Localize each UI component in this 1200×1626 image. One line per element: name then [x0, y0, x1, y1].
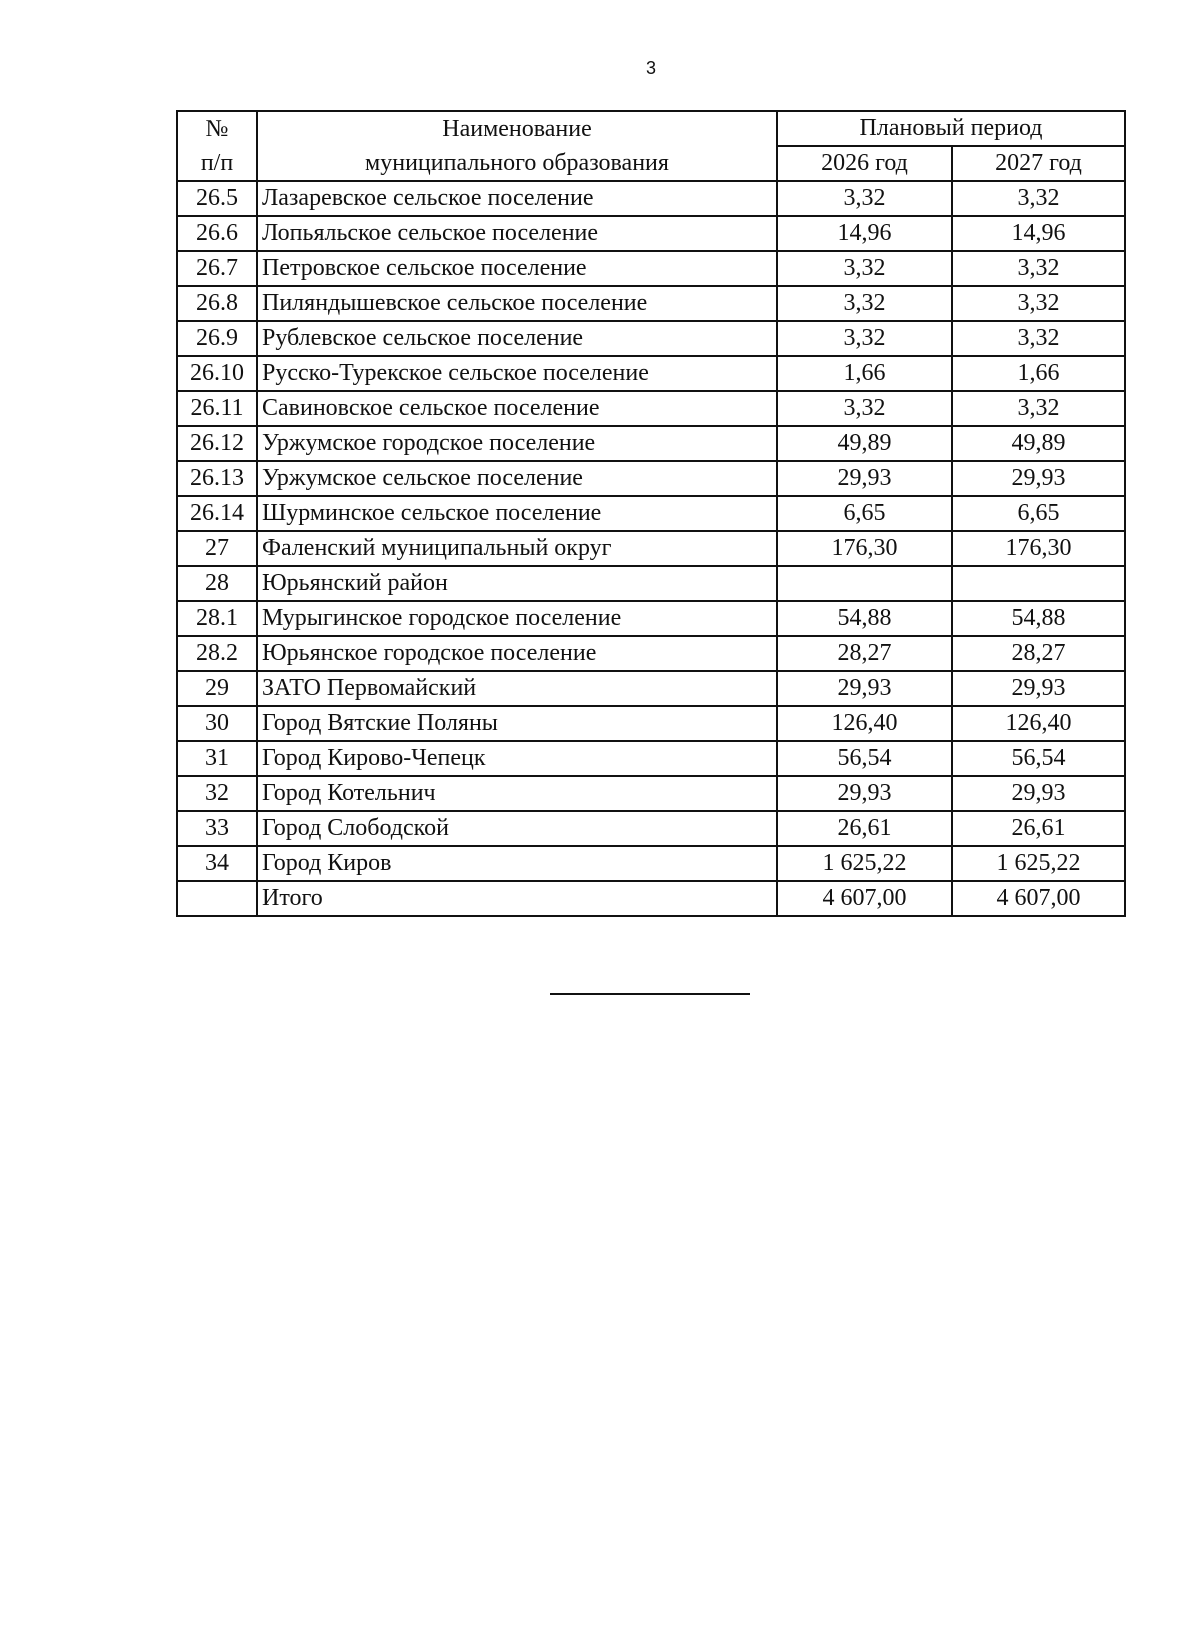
table-row — [177, 776, 1125, 811]
municipality-name-cell: Пиляндышевское сельское поселение — [257, 286, 777, 321]
header-name-cell — [257, 111, 777, 146]
table-row — [177, 216, 1125, 251]
value-2026-cell: 49,89 — [777, 426, 952, 461]
value-2027-cell: 3,32 — [952, 181, 1125, 216]
value-2026-cell: 29,93 — [777, 671, 952, 706]
table-row — [177, 846, 1125, 881]
row-number-cell: 28 — [177, 566, 257, 601]
row-number-cell: 34 — [177, 846, 257, 881]
municipality-name-cell: Город Котельнич — [257, 776, 777, 811]
value-2027-cell: 26,61 — [952, 811, 1125, 846]
municipality-name-cell: Мурыгинское городское поселение — [257, 601, 777, 636]
municipality-name-cell: Город Кирово-Чепецк — [257, 741, 777, 776]
value-2026-cell: 29,93 — [777, 776, 952, 811]
row-number-cell: 28.2 — [177, 636, 257, 671]
header-name-line2: муниципального образования — [365, 149, 669, 176]
value-2027-cell: 3,32 — [952, 286, 1125, 321]
row-number-cell: 32 — [177, 776, 257, 811]
header-period: Плановый период — [777, 111, 1125, 146]
value-2027-cell: 176,30 — [952, 531, 1125, 566]
table-row — [177, 391, 1125, 426]
row-number-cell: 26.5 — [177, 181, 257, 216]
value-2026-cell: 56,54 — [777, 741, 952, 776]
value-2026-cell: 28,27 — [777, 636, 952, 671]
table-row — [177, 671, 1125, 706]
municipality-name-cell: Уржумское сельское поселение — [257, 461, 777, 496]
value-2027-cell: 3,32 — [952, 321, 1125, 356]
table-row — [177, 181, 1125, 216]
row-number-cell: 26.12 — [177, 426, 257, 461]
table-row — [177, 251, 1125, 286]
value-2026-cell: 3,32 — [777, 286, 952, 321]
row-number-cell: 26.13 — [177, 461, 257, 496]
row-number-cell: 26.8 — [177, 286, 257, 321]
table-row — [177, 811, 1125, 846]
value-2026-cell: 14,96 — [777, 216, 952, 251]
page-number: 3 — [645, 58, 656, 78]
row-number-cell — [177, 881, 257, 916]
value-2026-cell: 176,30 — [777, 531, 952, 566]
table-row — [177, 496, 1125, 531]
table-row — [177, 321, 1125, 356]
value-2027-cell: 3,32 — [952, 251, 1125, 286]
municipality-name-cell: Лопьяльское сельское поселение — [257, 216, 777, 251]
value-2027-cell: 126,40 — [952, 706, 1125, 741]
row-number-cell: 28.1 — [177, 601, 257, 636]
value-2026-cell: 26,61 — [777, 811, 952, 846]
municipality-name-cell: Город Вятские Поляны — [257, 706, 777, 741]
row-number-cell: 29 — [177, 671, 257, 706]
value-2026-cell: 1 625,22 — [777, 846, 952, 881]
municipality-name-cell: ЗАТО Первомайский — [257, 671, 777, 706]
header-num-line2: п/п — [200, 149, 234, 176]
value-2026-cell: 3,32 — [777, 391, 952, 426]
value-2026-cell: 29,93 — [777, 461, 952, 496]
value-2026-cell: 126,40 — [777, 706, 952, 741]
header-year-2026: 2026 год — [777, 146, 952, 181]
value-2026-cell: 1,66 — [777, 356, 952, 391]
value-2026-cell: 3,32 — [777, 251, 952, 286]
value-2027-cell — [952, 566, 1125, 601]
allocation-table — [176, 110, 1126, 917]
value-2026-cell — [777, 566, 952, 601]
municipality-name-cell: Петровское сельское поселение — [257, 251, 777, 286]
table-row — [177, 741, 1125, 776]
municipality-name-cell: Русско-Турекское сельское поселение — [257, 356, 777, 391]
table-body — [177, 181, 1125, 916]
value-2027-cell: 28,27 — [952, 636, 1125, 671]
municipality-name-cell: Фаленский муниципальный округ — [257, 531, 777, 566]
table-row — [177, 531, 1125, 566]
value-2027-cell: 3,32 — [952, 391, 1125, 426]
value-2027-cell: 56,54 — [952, 741, 1125, 776]
municipality-name-cell: Город Киров — [257, 846, 777, 881]
value-2027-cell: 6,65 — [952, 496, 1125, 531]
row-number-cell: 27 — [177, 531, 257, 566]
value-2027-cell: 29,93 — [952, 776, 1125, 811]
row-number-cell: 26.11 — [177, 391, 257, 426]
municipality-name-cell: Город Слободской — [257, 811, 777, 846]
header-num-line1: № — [205, 115, 229, 142]
municipality-name-cell: Уржумское городское поселение — [257, 426, 777, 461]
table-row — [177, 601, 1125, 636]
header-num-cell — [177, 111, 257, 146]
municipality-name-cell: Лазаревское сельское поселение — [257, 181, 777, 216]
table-row — [177, 566, 1125, 601]
header-name-line1: Наименование — [442, 115, 592, 142]
table-row — [177, 636, 1125, 671]
value-2027-cell: 14,96 — [952, 216, 1125, 251]
table-row — [177, 356, 1125, 391]
municipality-name-cell: Рублевское сельское поселение — [257, 321, 777, 356]
value-2027-cell: 49,89 — [952, 426, 1125, 461]
municipality-name-cell: Юрьянский район — [257, 566, 777, 601]
value-2026-cell: 4 607,00 — [777, 881, 952, 916]
value-2027-cell: 54,88 — [952, 601, 1125, 636]
table-row — [177, 461, 1125, 496]
municipality-name-cell: Шурминское сельское поселение — [257, 496, 777, 531]
value-2027-cell: 4 607,00 — [952, 881, 1125, 916]
row-number-cell: 26.14 — [177, 496, 257, 531]
municipality-name-cell: Итого — [257, 881, 777, 916]
value-2027-cell: 29,93 — [952, 671, 1125, 706]
table-header — [177, 111, 1125, 181]
value-2027-cell: 1,66 — [952, 356, 1125, 391]
row-number-cell: 30 — [177, 706, 257, 741]
header-year-2027: 2027 год — [952, 146, 1125, 181]
value-2026-cell: 3,32 — [777, 321, 952, 356]
value-2026-cell: 3,32 — [777, 181, 952, 216]
header-num-cell-2 — [177, 146, 257, 181]
municipality-name-cell: Савиновское сельское поселение — [257, 391, 777, 426]
row-number-cell: 26.10 — [177, 356, 257, 391]
municipality-name-cell: Юрьянское городское поселение — [257, 636, 777, 671]
row-number-cell: 26.9 — [177, 321, 257, 356]
header-name-cell-2 — [257, 146, 777, 181]
table-row — [177, 286, 1125, 321]
end-rule — [550, 993, 750, 995]
row-number-cell: 26.6 — [177, 216, 257, 251]
value-2027-cell: 29,93 — [952, 461, 1125, 496]
table-row — [177, 706, 1125, 741]
value-2026-cell: 54,88 — [777, 601, 952, 636]
table-row — [177, 881, 1125, 916]
value-2027-cell: 1 625,22 — [952, 846, 1125, 881]
value-2026-cell: 6,65 — [777, 496, 952, 531]
row-number-cell: 26.7 — [177, 251, 257, 286]
row-number-cell: 33 — [177, 811, 257, 846]
table-row — [177, 426, 1125, 461]
row-number-cell: 31 — [177, 741, 257, 776]
